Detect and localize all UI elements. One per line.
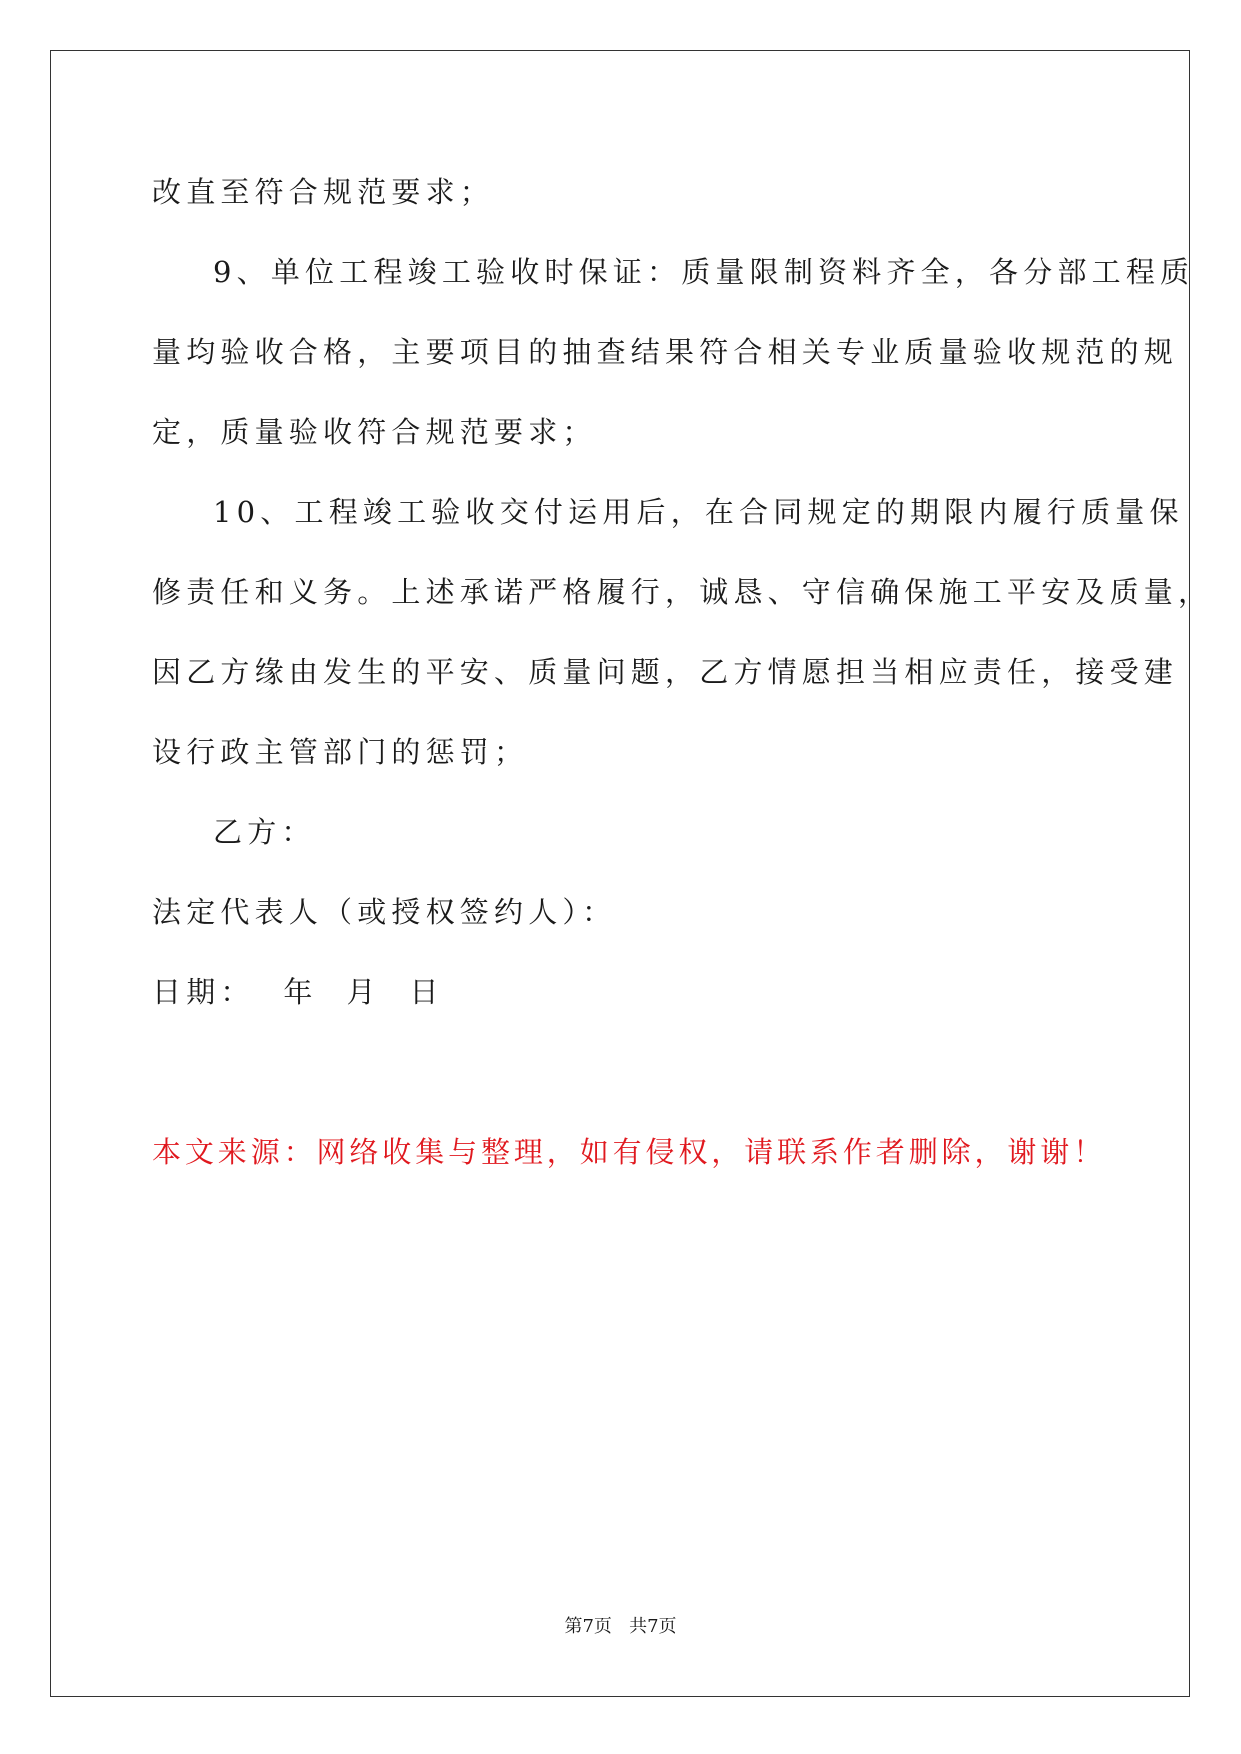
clause-10-line-3: 因乙方缘由发生的平安、质量问题，乙方情愿担当相应责任，接受建 xyxy=(152,655,1179,689)
source-notice: 本文来源：网络收集与整理，如有侵权，请联系作者删除，谢谢！ xyxy=(152,1135,1107,1169)
body-line-1: 改直至符合规范要求； xyxy=(152,175,495,209)
clause-10-line-4: 设行政主管部门的惩罚； xyxy=(152,735,529,769)
clause-10-line-1: 10、工程竣工验收交付运用后，在合同规定的期限内履行质量保 xyxy=(213,495,1184,529)
clause-9-line-1: 9、单位工程竣工验收时保证：质量限制资料齐全，各分部工程质 xyxy=(213,255,1195,289)
date-label: 日期： 年 月 日 xyxy=(152,975,444,1009)
clause-10-line-2: 修责任和义务。上述承诺严格履行，诚恳、守信确保施工平安及质量， xyxy=(152,575,1213,609)
clause-9-line-3: 定，质量验收符合规范要求； xyxy=(152,415,597,449)
page-number-footer: 第7页 共7页 xyxy=(564,1616,677,1637)
representative-label: 法定代表人（或授权签约人）： xyxy=(152,895,617,929)
page-border xyxy=(50,50,1190,1697)
party-b-label: 乙方： xyxy=(213,815,316,849)
clause-9-line-2: 量均验收合格，主要项目的抽查结果符合相关专业质量验收规范的规 xyxy=(152,335,1179,369)
